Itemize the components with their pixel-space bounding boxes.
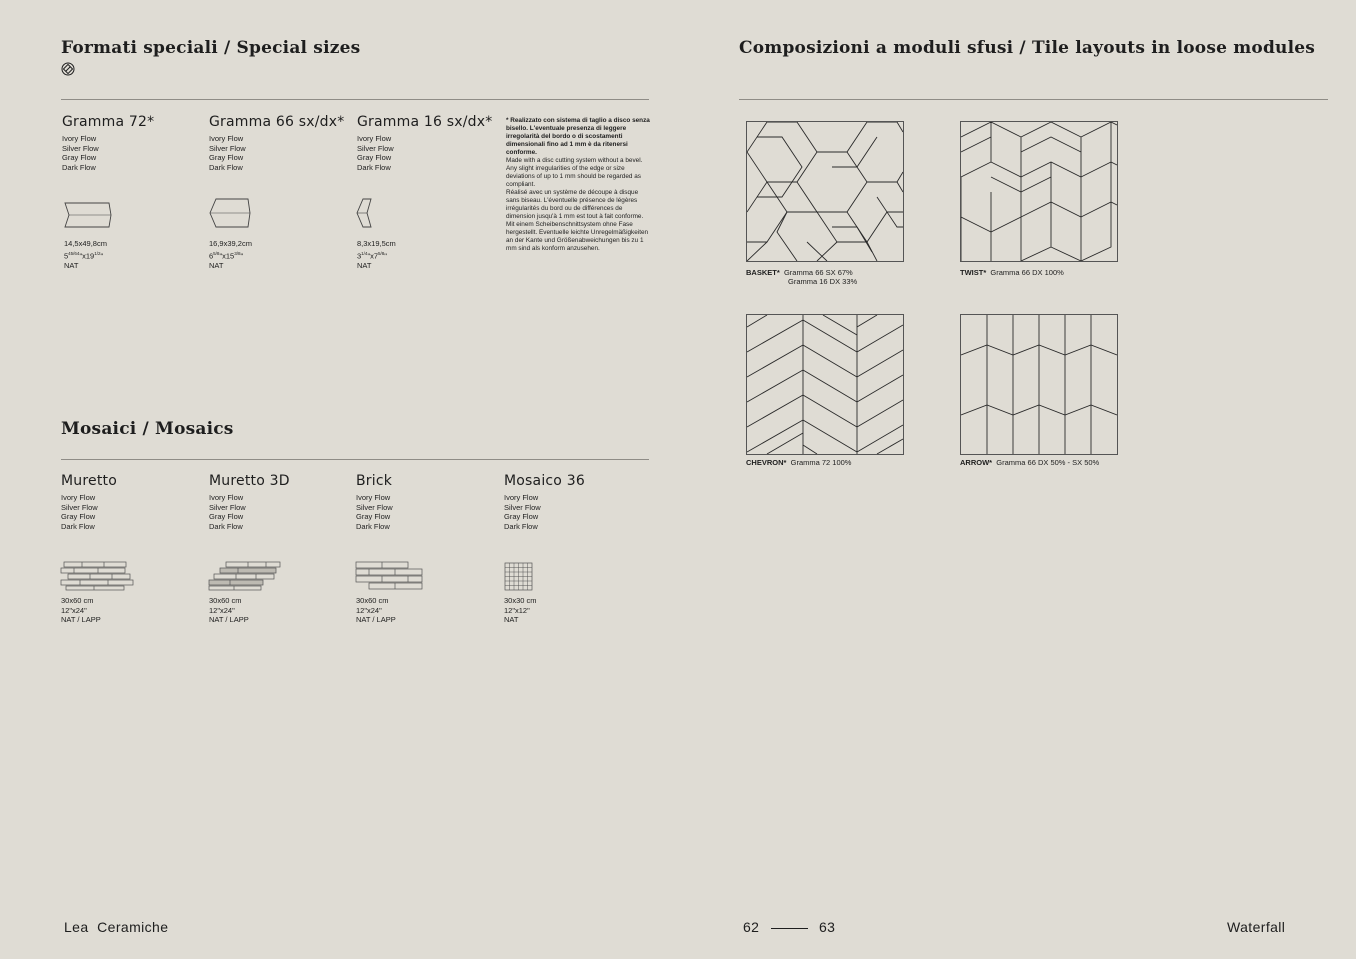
color-list xyxy=(209,134,349,173)
collection-name: Waterfall xyxy=(1227,919,1286,935)
finish: NAT xyxy=(64,260,79,270)
mosaic-item-brick xyxy=(356,473,496,532)
size-in: 12"x12" xyxy=(504,605,530,615)
color-1: Ivory Flow xyxy=(356,493,391,502)
chevron-caption xyxy=(746,458,851,468)
layout-desc: Gramma 66 DX 50% - SX 50% xyxy=(996,458,1100,467)
brand-name: Lea Ceramiche xyxy=(64,919,169,935)
item-name: Gramma 72* xyxy=(62,114,155,130)
item-name: Brick xyxy=(356,473,393,489)
color-list xyxy=(356,493,496,532)
mosaics-divider xyxy=(61,459,649,460)
color-3: Gray Flow xyxy=(209,512,244,522)
muretto-3d-spec xyxy=(209,596,249,625)
size-in: $5^{45/64}"x19^{1/2}$" xyxy=(64,250,104,260)
color-2: Silver Flow xyxy=(209,143,246,153)
muretto-3d-shape xyxy=(208,561,282,591)
finish: NAT xyxy=(504,615,519,624)
basket-caption-2: Gramma 16 DX 33% xyxy=(788,277,858,286)
size-cm: 8,3x19,5cm xyxy=(357,239,396,248)
mosaico-36-shape xyxy=(504,562,534,592)
gramma-16-shape xyxy=(355,197,375,229)
mosaic-item-muretto-3d xyxy=(209,473,349,532)
size-in: 12"x24" xyxy=(61,605,87,615)
color-2: Silver Flow xyxy=(209,502,246,512)
color-3: Gray Flow xyxy=(209,153,244,163)
mosaics-title: Mosaici / Mosaics xyxy=(61,419,234,439)
brick-spec xyxy=(356,596,396,625)
note-fr: Réalisé avec un système de découpe à disque sans biseau. L'éventuelle présence de légères irrégularités du bord ou de différences de dimension jusqu'à 1 mm est tout à fait conforme. xyxy=(506,189,644,220)
twist-caption xyxy=(960,268,1064,278)
size-cm: 30x60 cm xyxy=(356,596,389,605)
color-3: Gray Flow xyxy=(357,153,392,163)
item-name: Muretto xyxy=(61,473,117,489)
layout-desc: Gramma 66 DX 100% xyxy=(990,268,1064,277)
size-in: 12"x24" xyxy=(209,605,235,615)
color-4: Dark Flow xyxy=(357,163,391,173)
brick-shape xyxy=(355,561,425,591)
special-item-gramma-16 xyxy=(357,114,497,173)
color-4: Dark Flow xyxy=(209,522,243,532)
gramma-16-spec xyxy=(357,239,396,270)
color-list xyxy=(209,493,349,532)
tile-layouts-title: Composizioni a moduli sfusi / Tile layouts in loose modules xyxy=(739,38,1316,58)
color-2: Silver Flow xyxy=(357,143,394,153)
item-name: Gramma 16 sx/dx* xyxy=(357,114,493,130)
color-4: Dark Flow xyxy=(62,163,96,173)
color-3: Gray Flow xyxy=(62,153,97,163)
note-it: * Realizzato con sistema di taglio a disco senza bisello. L'eventuale presenza di leggere irregolarità del bordo o di scostamenti dimensionali fino ad 1 mm è da ritenersi conforme. xyxy=(506,117,650,156)
gramma-66-shape xyxy=(208,197,252,229)
size-cm: 30x60 cm xyxy=(209,596,242,605)
color-3: Gray Flow xyxy=(504,512,539,522)
size-cm: 14,5x49,8cm xyxy=(64,239,107,248)
layouts-divider xyxy=(739,99,1328,100)
diamond-circle-icon xyxy=(61,62,75,76)
cutting-note xyxy=(506,117,651,253)
item-name: Mosaico 36 xyxy=(504,473,585,489)
color-4: Dark Flow xyxy=(209,163,243,173)
color-3: Gray Flow xyxy=(356,512,391,522)
arrow-caption xyxy=(960,458,1099,468)
color-2: Silver Flow xyxy=(356,502,393,512)
size-in: $6^{5/8}"x15^{3/8}$" xyxy=(209,250,244,260)
item-name: Gramma 66 sx/dx* xyxy=(209,114,345,130)
special-sizes-title: Formati speciali / Special sizes xyxy=(61,38,361,58)
color-list xyxy=(61,493,201,532)
page-number-left: 62 xyxy=(743,919,760,935)
layout-name: ARROW* xyxy=(960,458,993,467)
finish: NAT / LAPP xyxy=(356,615,396,624)
color-3: Gray Flow xyxy=(61,512,96,522)
color-list xyxy=(62,134,202,173)
note-en: Made with a disc cutting system without a bevel. Any slight irregularities of the edge or size deviations of up to 1 mm should be regarded as compliant. xyxy=(506,157,643,188)
size-cm: 30x30 cm xyxy=(504,596,537,605)
item-name: Muretto 3D xyxy=(209,473,290,489)
mosaic-item-mosaico-36 xyxy=(504,473,644,532)
note-de: Mit einem Scheibenschnittsystem ohne Fase hergestellt. Eventuelle leichte Unregelmäßigkeiten an der Kante und Größenabweichungen bis zu 1 mm sind als konform anzusehen. xyxy=(506,221,649,252)
color-2: Silver Flow xyxy=(504,502,541,512)
color-1: Ivory Flow xyxy=(61,493,96,502)
special-item-gramma-72 xyxy=(62,114,202,173)
gramma-72-shape xyxy=(63,201,113,229)
special-item-gramma-66 xyxy=(209,114,349,173)
color-list xyxy=(357,134,497,173)
special-divider xyxy=(61,99,649,100)
color-4: Dark Flow xyxy=(504,522,538,532)
color-4: Dark Flow xyxy=(61,522,95,532)
gramma-66-spec xyxy=(209,239,252,270)
layout-name: CHEVRON* xyxy=(746,458,787,467)
basket-pattern xyxy=(746,121,904,262)
color-2: Silver Flow xyxy=(62,143,99,153)
size-in: 12"x24" xyxy=(356,605,382,615)
color-1: Ivory Flow xyxy=(504,493,539,502)
gramma-72-spec xyxy=(64,239,107,270)
color-4: Dark Flow xyxy=(356,522,390,532)
finish: NAT / LAPP xyxy=(209,615,249,624)
size-in: $3^{1/4}"x7^{5/8}$" xyxy=(357,250,387,260)
arrow-pattern xyxy=(960,314,1118,455)
mosaico-36-spec xyxy=(504,596,537,625)
layout-desc: Gramma 66 SX 67% xyxy=(783,268,853,277)
twist-pattern xyxy=(960,121,1118,262)
muretto-spec xyxy=(61,596,101,625)
finish: NAT / LAPP xyxy=(61,615,101,624)
color-list xyxy=(504,493,644,532)
finish: NAT xyxy=(357,260,372,270)
color-2: Silver Flow xyxy=(61,502,98,512)
layout-name: BASKET* xyxy=(746,268,780,277)
size-cm: 30x60 cm xyxy=(61,596,94,605)
page-number-right: 63 xyxy=(819,919,836,935)
muretto-shape xyxy=(60,561,134,591)
finish: NAT xyxy=(209,260,224,270)
size-cm: 16,9x39,2cm xyxy=(209,239,252,248)
color-1: Ivory Flow xyxy=(209,134,244,143)
color-1: Ivory Flow xyxy=(209,493,244,502)
mosaic-item-muretto xyxy=(61,473,201,532)
layout-desc: Gramma 72 100% xyxy=(790,458,852,467)
color-1: Ivory Flow xyxy=(357,134,392,143)
page-number-separator xyxy=(771,928,808,929)
color-1: Ivory Flow xyxy=(62,134,97,143)
layout-name: TWIST* xyxy=(960,268,987,277)
chevron-pattern xyxy=(746,314,904,455)
